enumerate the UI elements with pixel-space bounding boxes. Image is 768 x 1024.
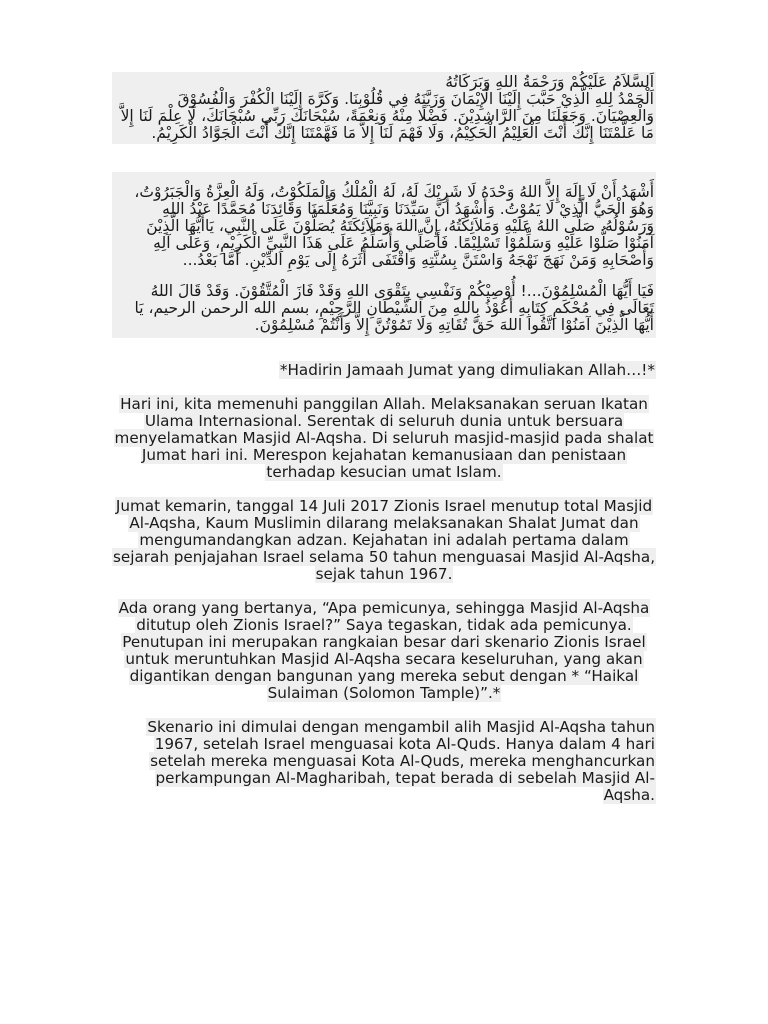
paragraph-gap: [112, 379, 656, 396]
greeting-line: [112, 362, 656, 379]
paragraph-4-text: Skenario ini dimulai dengan mengambil alih Masjid Al-Aqsha tahun 1967, setelah Israel menguasai kota Al-Quds. Hanya dalam 4 hari setelah mereka menguasai Kota Al-Quds, mereka menghancurkan perkampungan Al-Magharibah, tepat berada di sebelah Masjid Al-Aqsha.: [147, 718, 655, 804]
arabic-wasiat: فَيَا أَيُّهَا الْمُسْلِمُوْنَ...! أُوْصِيْكُمْ وَنَفْسِي بِتَقْوَى اللهِ وَقَدْ فَازَ الْمُتَّقُوْنَ. وَقَدْ قَالَ اللهُ تَعَالَى فِي مُحْكَمِ كِتَابِهِ أَعُوْذُ بِاللهِ مِنَ الشَّيْطَانِ الرَّجِيْمِ، بسم الله الرحمن الرحيم، يَا أَيُّهَا الَّذِيْنَ آمَنُوْا اتَّقُوا اللهَ حَقَّ تُقَاتِهِ وَلَا تَمُوْتُنَّ إِلاَّ وَأَنْتُمْ مُسْلِمُوْنَ.: [134, 282, 654, 334]
paragraph-1: [112, 396, 656, 481]
paragraph-gap: [112, 481, 656, 498]
greeting-text: *Hadirin Jamaah Jumat yang dimuliakan Allah…!*: [279, 361, 655, 379]
paragraph-gap: [112, 583, 656, 600]
paragraph-gap: [112, 702, 656, 719]
paragraph-1-text: Hari ini, kita memenuhi panggilan Allah. Melaksanakan seruan Ikatan Ulama Internasional. Serentak di seluruh dunia untuk bersuara menyelamatkan Masjid Al-Aqsha. Di seluruh masjid-masjid pada shalat Jumat hari ini. Merespon kejahatan kemanusiaan dan penistaan terhadap kesucian umat Islam.: [114, 395, 654, 481]
paragraph-2-text: Jumat kemarin, tanggal 14 Juli 2017 Zionis Israel menutup total Masjid Al-Aqsha, Kaum Muslimin dilarang melaksanakan Shalat Jumat dan mengumandangkan adzan. Kejahatan ini adalah pertama dalam sejarah penjajahan Israel selama 50 tahun menguasai Masjid Al-Aqsha, sejak tahun 1967.: [113, 497, 656, 583]
arabic-salam: اَلسَّلاَمُ عَلَيْكُمْ وَرَحْمَةُ اللهِ وَبَرَكَاتُهُ: [445, 73, 654, 91]
sermon-page: [112, 72, 656, 804]
arabic-opening-block: [112, 72, 656, 144]
section-gap: [112, 338, 656, 362]
section-gap: [112, 144, 656, 172]
arabic-shahada-block: [112, 172, 656, 338]
paragraph-2: [112, 498, 656, 583]
arabic-shahada: أَشْهَدُ أَنْ لَا إِلَهَ إِلاَّ اللهُ وَحْدَهُ لَا شَرِيْكَ لَهُ، لَهُ الْمُلْكُ وَالْمَلَكُوْتُ، وَلَهُ الْعِزَّةُ وَالْجَبَرُوْتُ، وَهُوَ الْحَيُّ الَّذِيْ لَا يَمُوْتُ. وَأَشْهَدُ أَنَّ سَيِّدَنَا وَنَبِيَّنَا وَمُعَلِّمَنَا وَقَائِدَنَا مُحَمَّدًا عَبْدُ اللهِ وَرَسُوْلُهُ. صَلَّى اللهُ عَلَيْهِ وَمَلاَئِكَتُهُ، إِنَّ اللهَ وَمَلاَئِكَتَهُ يُصَلُّوْنَ عَلَى النَّبِي، يَاأَيُّهَا الَّذِيْنَ آمَنُوْا صَلُّوْا عَلَيْهِ وَسَلِّمُوْا تَسْلِيْمًا. فَأَصَلِّي وَأُسَلِّمُ عَلَى هَذَا النَّبِيِّ الْكَرِيْمِ، وَعَلَى آلِهِ وَأَصْحَابِهِ وَمَنْ نَهَجَ نَهْجَهُ وَاسْتَنَّ بِسُنَّتِهِ وَاقْتَفَى أَثَرَهُ إِلَى يَوْمِ الدِّيْنِ. أَمَّا بَعْدُ...: [134, 183, 654, 269]
paragraph-gap: [114, 269, 654, 283]
paragraph-3-text: Ada orang yang bertanya, “Apa pemicunya, sehingga Masjid Al-Aqsha ditutup oleh Zionis Israel?” Saya tegaskan, tidak ada pemicunya. Penutupan ini merupakan rangkaian besar dari skenario Zionis Israel untuk meruntuhkan Masjid Al-Aqsha secara keseluruhan, yang akan digantikan dengan bangunan yang mereka sebut dengan * “Haikal Sulaiman (Solomon Tample)”.*: [118, 599, 650, 702]
paragraph-4: [112, 719, 656, 804]
arabic-hamdalah: اَلْحَمْدُ لِلهِ الَّذِيْ حَبَّبَ إِلَيْنَا الْإِيْمَانَ وَزَيَّنَهُ فِي قُلُوْبِنَا. وَكَرَّهَ إِلَيْنَا الْكُفْرَ وَالْفُسُوْقَ وَالْعِصْيَانَ. وَجَعَلَنَا مِنَ الرَّاشِدِيْنَ. فَضْلًا مِنْهُ وَنِعْمَةً، سُبْحَانَكَ رَبِّي سُبْحَانَكَ، لَا عِلْمَ لَنَا إِلاَّ مَا عَلَّمْتَنَا إِنَّكَ أَنْتَ الْعَلِيْمُ الْحَكِيْمُ، وَلَا فَهْمَ لَنَا إِلاَّ مَا فَهَّمْتَنَا إِنَّكَ أَنْتَ الْجَوَّادُ الْكَرِيْمُ.: [120, 90, 654, 142]
paragraph-3: [112, 600, 656, 702]
